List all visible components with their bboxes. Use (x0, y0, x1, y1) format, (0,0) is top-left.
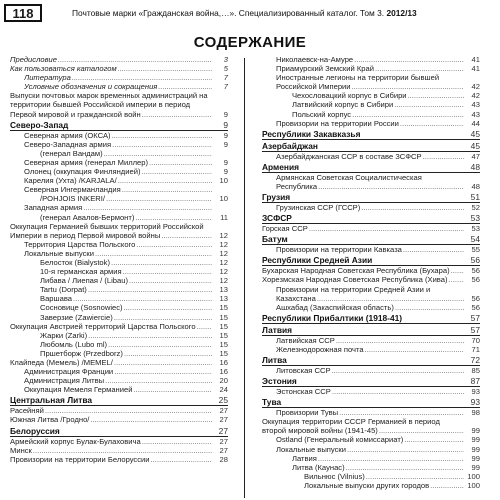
toc-page-number: 9 (223, 139, 228, 149)
toc-entry[interactable] (262, 203, 480, 212)
toc-entry-title: Республики Прибалтики (1918-41) (262, 312, 403, 323)
toc-entry-title: Предисловие ..... (10, 55, 212, 64)
toc-entry-title: Провизории на территории России ..... (276, 119, 464, 128)
toc-entry[interactable] (10, 82, 228, 91)
toc-entry[interactable] (10, 376, 228, 385)
toc-entry[interactable] (262, 481, 480, 490)
toc-entry[interactable] (10, 140, 228, 149)
running-head (72, 8, 417, 18)
toc-entry-title: Как пользоваться каталогом ..... (10, 64, 212, 73)
toc-page-number: 41 (471, 64, 480, 74)
toc-entry[interactable] (10, 55, 228, 64)
toc-page-number: 15 (219, 339, 228, 349)
toc-entry-title: Тува (262, 397, 282, 408)
toc-section-heading[interactable] (262, 255, 480, 266)
toc-entry[interactable] (10, 406, 228, 415)
toc-section-heading[interactable] (10, 395, 228, 406)
toc-entry-title: Любомль (Lubo ml) ..... (40, 340, 212, 349)
toc-page-number: 27 (219, 415, 228, 425)
toc-entry[interactable] (262, 73, 480, 91)
toc-entry[interactable] (10, 455, 228, 464)
toc-entry-title: Республики Закавказья (262, 128, 361, 139)
toc-entry[interactable] (262, 472, 480, 481)
toc-page-number: 13 (219, 285, 228, 295)
toc-page-number: 56 (471, 266, 480, 276)
toc-entry-title: Оккупация территории СССР Германией в период второй мировой войны (1941-45) ..... (262, 417, 464, 435)
toc-entry[interactable] (262, 336, 480, 345)
toc-page-number: 99 (471, 426, 480, 436)
toc-entry-title: Провизории Тувы ..... (276, 408, 464, 417)
toc-entry[interactable] (10, 294, 228, 303)
toc-page-number: 16 (219, 358, 228, 367)
toc-entry[interactable] (10, 303, 228, 312)
toc-entry-title: Заверзие (Zawiercie) ..... (40, 313, 212, 322)
toc-entry[interactable] (10, 73, 228, 82)
toc-entry[interactable] (10, 358, 228, 367)
toc-page-number: 27 (219, 436, 228, 446)
toc-section-heading[interactable] (262, 355, 480, 366)
toc-page-number: 48 (470, 161, 480, 172)
page-title: СОДЕРЖАНИЕ (193, 34, 307, 51)
toc-page-number: 99 (471, 462, 480, 472)
toc-page-number: 93 (471, 387, 480, 397)
page-number-box: 118 (4, 4, 42, 22)
toc-entry-title: Армянская Советская Социалистическая Республика ..... (276, 173, 464, 191)
toc-page-number: 15 (219, 321, 228, 331)
toc-entry-title: Выпуски почтовых марок временных администраций на территории бывшей Российской империи в период Первой мировой и гражданской войн ..... (10, 91, 212, 118)
toc-entry-title: Польский корпус ..... (292, 110, 464, 119)
toc-entry[interactable] (262, 245, 480, 254)
toc-page-number: 53 (471, 224, 480, 234)
toc-page-number: 13 (219, 294, 228, 304)
toc-entry-title: 10-я германская армия ..... (40, 267, 212, 276)
toc-entry[interactable] (10, 276, 228, 285)
toc-page-number: 98 (471, 408, 480, 418)
toc-section-heading[interactable] (262, 192, 480, 203)
toc-entry[interactable] (10, 149, 228, 158)
toc-page-number: 85 (471, 365, 480, 375)
toc-entry-title: Литература ..... (24, 73, 212, 82)
toc-entry[interactable] (10, 446, 228, 455)
toc-entry-title: Оккупация Австрией территорий Царства Польского ..... (10, 322, 212, 331)
toc-page-number: 15 (219, 312, 228, 322)
toc-entry[interactable] (10, 64, 228, 73)
toc-entry-title: Южная Литва /Гродно/ ..... (10, 415, 212, 424)
toc-page-number: 24 (219, 385, 228, 395)
toc-entry[interactable] (10, 203, 228, 212)
toc-section-heading[interactable] (262, 129, 480, 140)
toc-entry-title: Азербайджан (262, 140, 318, 151)
toc-entry-title: Батум (262, 234, 288, 245)
toc-entry-title: Жарки (Zarki) ..... (40, 331, 212, 340)
toc-page-number: 43 (471, 109, 480, 119)
toc-page-number: 56 (471, 275, 480, 285)
toc-page-number: 5 (223, 64, 228, 74)
toc-entry[interactable] (262, 100, 480, 109)
toc-entry-title: Хорезмская Народная Советская Республика (Хива) ..... (262, 275, 464, 284)
toc-page-number: 7 (223, 82, 228, 92)
toc-entry[interactable] (262, 445, 480, 454)
toc-entry-title: Западная армия ..... (24, 203, 212, 212)
toc-entry-title: Провизории на территории Средней Азии и Казахстана ..... (276, 285, 464, 303)
toc-entry[interactable] (10, 258, 228, 267)
toc-page-number: 12 (219, 267, 228, 277)
toc-entry-title: Расейняй ..... (10, 406, 212, 415)
toc-entry-title: Николаевск-на-Амуре ..... (276, 55, 464, 64)
toc-entry-title: Грузинская ССР (ГССР) ..... (276, 203, 464, 212)
toc-page-number: 10 (219, 176, 228, 186)
toc-entry-title: Локальные выпуски других городов ..... (304, 481, 464, 490)
toc-page-number: 87 (470, 376, 480, 387)
toc-entry-title: Северо-Западная армия ..... (24, 140, 212, 149)
toc-section-heading[interactable] (262, 397, 480, 408)
toc-section-heading[interactable] (262, 162, 480, 173)
toc-page-number: 55 (471, 245, 480, 255)
toc-page-number: 56 (470, 255, 480, 266)
toc-entry[interactable] (262, 55, 480, 64)
toc-entry[interactable] (10, 331, 228, 340)
toc-page-number: 27 (219, 445, 228, 455)
toc-entry-title: Северная армия (генерал Миллер) ..... (24, 158, 212, 167)
toc-section-heading[interactable] (262, 141, 480, 152)
toc-page-number: 9 (223, 130, 228, 140)
toc-entry[interactable] (10, 322, 228, 331)
toc-entry-title: Ашхабад (Закаспийская область) ..... (276, 303, 464, 312)
toc-section-heading[interactable] (262, 313, 480, 324)
toc-page-number: 71 (471, 344, 480, 354)
toc-page-number: 10 (219, 194, 228, 204)
toc-entry[interactable] (10, 131, 228, 140)
toc-entry[interactable] (10, 167, 228, 176)
toc-page-number: 100 (467, 471, 480, 481)
toc-entry[interactable] (262, 266, 480, 275)
toc-entry[interactable] (262, 303, 480, 312)
toc-entry[interactable] (10, 415, 228, 424)
toc-entry[interactable] (10, 313, 228, 322)
toc-page-number: 45 (470, 128, 480, 139)
toc-page-number: 57 (470, 324, 480, 335)
toc-entry[interactable] (10, 213, 228, 222)
toc-page-number: 54 (470, 234, 480, 245)
toc-page-number: 11 (220, 212, 228, 222)
toc-section-heading[interactable] (262, 213, 480, 224)
toc-entry-title: Латвия (262, 324, 293, 335)
toc-entry-title: Латвийский корпус в Сибири ..... (292, 100, 464, 109)
toc-page-number: 53 (470, 213, 480, 224)
toc-entry-title: Администрация Литвы ..... (24, 376, 212, 385)
toc-entry-title: Условные обозначения и сокращения ..... (24, 82, 212, 91)
toc-entry-title: Оккупация Мемеля Германией ..... (24, 385, 212, 394)
toc-entry[interactable] (262, 152, 480, 161)
toc-page-number: 12 (219, 239, 228, 249)
column-divider (244, 58, 245, 498)
toc-page-number: 43 (471, 100, 480, 110)
toc-page-number: 56 (471, 302, 480, 312)
toc-entry-title: Пршетборж (Przedborz) ..... (40, 349, 212, 358)
toc-entry[interactable] (10, 340, 228, 349)
toc-page-number: 41 (471, 55, 480, 64)
toc-entry-title: Локальные выпуски ..... (24, 249, 212, 258)
toc-entry-title: Азербайджанская ССР в составе ЗСФСР ..... (276, 152, 464, 161)
toc-page-number: 9 (223, 109, 228, 119)
toc-page-number: 93 (470, 397, 480, 408)
toc-entry-title: Белосток (Bialystok) ..... (40, 258, 212, 267)
toc-entry-title: Эстония (262, 376, 297, 387)
toc-page-number: 99 (471, 444, 480, 454)
toc-entry[interactable] (262, 224, 480, 233)
page-header (0, 0, 500, 26)
toc-entry-title: Литовская ССР ..... (276, 366, 464, 375)
toc-entry-title: Грузия (262, 192, 291, 203)
toc-entry-title: Минск ..... (10, 446, 212, 455)
toc-entry[interactable] (262, 417, 480, 435)
toc-entry-title: Северная армия (ОКСА) ..... (24, 131, 212, 140)
toc-entry[interactable] (10, 367, 228, 376)
toc-page-number: 28 (219, 454, 228, 464)
toc-page-number: 56 (471, 293, 480, 303)
toc-entry-title: Железнодорожная почта ..... (276, 345, 464, 354)
toc-left-column (10, 55, 228, 464)
toc-entry-title: Армения (262, 161, 300, 172)
toc-entry-title: Северная Ингерманландия ..... (24, 185, 212, 194)
toc-entry[interactable] (10, 437, 228, 446)
toc-entry-title: Латвийская ССР ..... (276, 336, 464, 345)
toc-entry-title: Провизории на территории Белоруссии ..... (10, 455, 212, 464)
toc-entry-title: Белоруссия (10, 425, 60, 436)
toc-page-number: 99 (471, 435, 480, 445)
toc-entry[interactable] (10, 349, 228, 358)
toc-entry-title: Территория Царства Польского ..... (24, 240, 212, 249)
toc-entry[interactable] (10, 249, 228, 258)
toc-entry-title: Приамурский Земский Край ..... (276, 64, 464, 73)
toc-entry[interactable] (262, 119, 480, 128)
toc-page-number: 48 (471, 181, 480, 191)
toc-entry-title: Либава / Лиепая / (Libau) ..... (40, 276, 212, 285)
toc-section-heading[interactable] (262, 325, 480, 336)
toc-entry-title: Провизории на территории Кавказа ..... (276, 245, 464, 254)
catalog-year: 2012/13 (386, 8, 417, 18)
toc-page-number: 100 (467, 480, 480, 490)
toc-entry-title: (генерал Авалов-Бермонт) ..... (40, 213, 212, 222)
toc-page-number: 70 (471, 335, 480, 345)
toc-page-number: 15 (219, 348, 228, 358)
toc-entry[interactable] (10, 185, 228, 194)
toc-entry[interactable] (262, 366, 480, 375)
toc-page-number: 12 (219, 257, 228, 267)
toc-entry-title: Администрация Франции ..... (24, 367, 212, 376)
toc-entry-title: /POHJOIS INKERI/ ..... (40, 194, 212, 203)
toc-section-heading[interactable] (10, 426, 228, 437)
toc-page-number: 47 (471, 151, 480, 161)
toc-page-number: 12 (219, 230, 228, 240)
toc-page-number: 45 (470, 140, 480, 151)
toc-page-number: 52 (471, 203, 480, 213)
toc-entry[interactable] (10, 240, 228, 249)
toc-page-number: 12 (219, 276, 228, 286)
toc-entry[interactable] (262, 173, 480, 191)
toc-page-number: 42 (471, 82, 480, 92)
toc-entry-title: Литва (Каунас) ..... (292, 463, 464, 472)
toc-entry-title: Чехословацкий корпус в Сибири ..... (292, 91, 464, 100)
toc-page-number: 27 (219, 406, 228, 416)
toc-entry-title: Ostland (Генеральный комиссариат) ..... (276, 435, 464, 444)
toc-page-number: 42 (471, 91, 480, 101)
toc-right-column (262, 55, 480, 490)
toc-entry-title: Северо-Запад (10, 119, 69, 130)
toc-entry[interactable] (262, 408, 480, 417)
toc-entry-title: Локальные выпуски ..... (276, 445, 464, 454)
toc-entry[interactable] (262, 387, 480, 396)
toc-entry-title: Бухарская Народная Советская Республика (Бухара) ..... (262, 266, 464, 275)
toc-entry[interactable] (10, 385, 228, 394)
catalog-name: Почтовые марки «Гражданская война,…». Специализированный каталог. Том 3. (72, 8, 385, 18)
toc-entry[interactable] (10, 267, 228, 276)
toc-entry-title: ЗСФСР (262, 213, 292, 224)
toc-section-heading[interactable] (262, 234, 480, 245)
toc-page-number: 51 (470, 192, 480, 203)
toc-entry[interactable] (262, 345, 480, 354)
toc-entry-title: Латвия ..... (292, 454, 464, 463)
toc-entry[interactable] (262, 454, 480, 463)
toc-page-number: 99 (471, 453, 480, 463)
toc-page-number: 16 (219, 367, 228, 377)
toc-entry[interactable] (10, 285, 228, 294)
toc-page-number: 9 (223, 167, 228, 177)
toc-entry-title: (генерал Вандам) ..... (40, 149, 212, 158)
toc-entry[interactable] (10, 194, 228, 203)
toc-entry-title: Армейский корпус Булак-Булаховича ..... (10, 437, 212, 446)
toc-page-number: 15 (219, 303, 228, 313)
toc-entry-title: Республики Средней Азии (262, 255, 373, 266)
toc-entry[interactable] (10, 222, 228, 240)
toc-entry[interactable] (262, 64, 480, 73)
toc-page-number: 7 (223, 73, 228, 83)
toc-page-number: 25 (218, 395, 228, 406)
toc-entry[interactable] (262, 91, 480, 100)
toc-entry-title: Оккупация Германией бывших территорий Российской Империи в период Первой мировой войны ..... (10, 222, 212, 240)
toc-entry[interactable] (262, 463, 480, 472)
toc-page-number: 57 (470, 312, 480, 323)
toc-entry[interactable] (262, 275, 480, 284)
toc-entry-title: Горская ССР ..... (262, 224, 464, 233)
toc-entry-title: Tartu (Dorpat) ..... (40, 285, 212, 294)
toc-page-number: 20 (219, 376, 228, 386)
toc-entry-title: Центральная Литва (10, 395, 93, 406)
toc-entry[interactable] (10, 176, 228, 185)
toc-page-number: 27 (218, 425, 228, 436)
toc-entry[interactable] (10, 91, 228, 118)
toc-entry-title: Варшава ..... (40, 294, 212, 303)
toc-page-number: 72 (470, 354, 480, 365)
toc-entry[interactable] (262, 110, 480, 119)
toc-entry[interactable] (10, 158, 228, 167)
toc-page-number: 9 (223, 119, 228, 130)
toc-entry-title: Эстонская ССР ..... (276, 387, 464, 396)
toc-entry-title: Сосновице (Sosnowiec) ..... (40, 303, 212, 312)
toc-section-heading[interactable] (262, 376, 480, 387)
toc-entry[interactable] (262, 285, 480, 303)
toc-entry-title: Иностранные легионы на территории бывшей Российской Империи ..... (276, 73, 464, 91)
toc-entry-title: Литва (262, 354, 287, 365)
toc-page-number: 15 (219, 330, 228, 340)
toc-page-number: 12 (219, 248, 228, 258)
toc-entry-title: Карелия (Ухта) /KARJALA/ ..... (24, 176, 212, 185)
toc-page-number: 3 (223, 55, 228, 64)
toc-section-heading[interactable] (10, 120, 228, 131)
toc-entry-title: Олонец (оккупация Финляндией) ..... (24, 167, 212, 176)
toc-entry[interactable] (262, 435, 480, 444)
toc-entry-title: Вильнюс (Vilnius) ..... (304, 472, 464, 481)
toc-page-number: 9 (223, 157, 228, 167)
toc-page-number: 44 (471, 118, 480, 128)
toc-entry-title: Клайпеда (Мемель) /MEMEL/ ..... (10, 358, 212, 367)
